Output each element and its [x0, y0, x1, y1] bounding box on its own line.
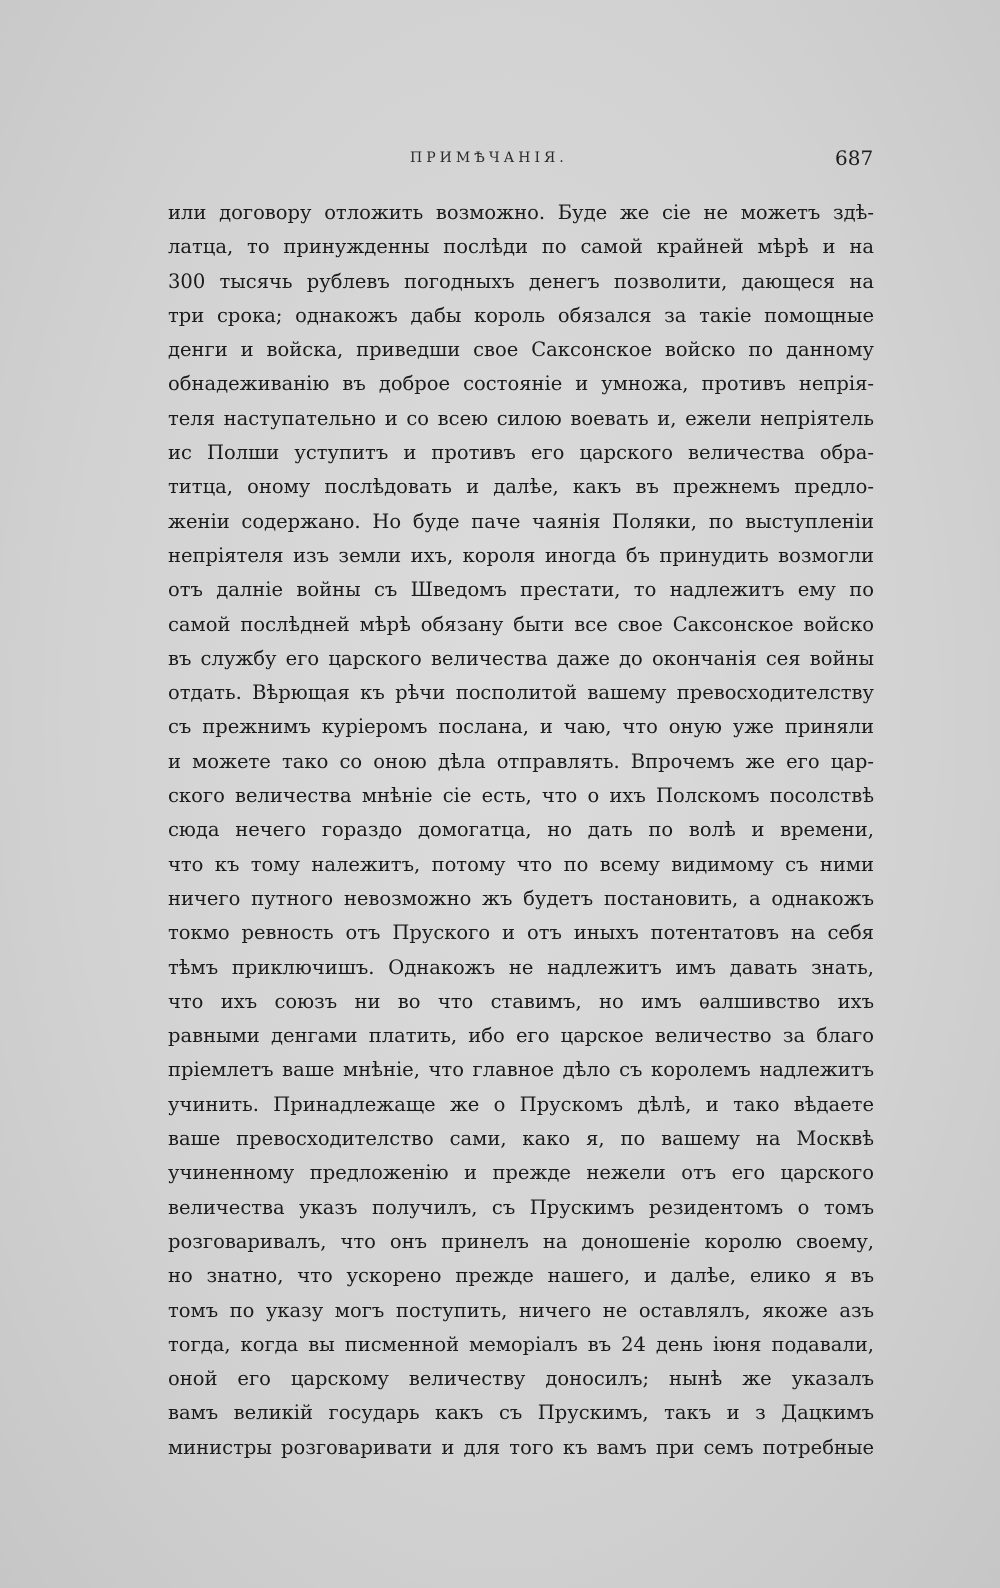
- text-line: самой послѣдней мѣрѣ обязану быти все свое Саксонское войско: [168, 612, 874, 636]
- text-line: латца, то принужденны послѣди по самой крайней мѣрѣ и на: [168, 235, 874, 259]
- text-line: тогда, когда вы писменной меморіалъ въ 24 день іюня подавали,: [168, 1332, 874, 1356]
- text-line: непріятеля изъ земли ихъ, короля иногда бъ принудить возмогли: [168, 543, 874, 567]
- text-line: съ прежнимъ куріеромъ послана, и чаю, что оную уже приняли: [168, 715, 874, 739]
- text-line: что къ тому належитъ, потому что по всему видимому съ ними: [168, 852, 874, 876]
- text-line: розговаривалъ, что онъ принелъ на доношеніе королю своему,: [168, 1229, 874, 1253]
- text-line: пріемлетъ ваше мнѣніе, что главное дѣло съ королемъ надлежитъ: [168, 1058, 874, 1082]
- text-line: сюда нечего гораздо домогатца, но дать по волѣ и времени,: [168, 818, 874, 842]
- text-line: министры розговаривати и для того къ вамъ при семъ потребные: [168, 1435, 874, 1459]
- text-line: вамъ великій государь какъ съ Прускимъ, такъ и з Дацкимъ: [168, 1401, 874, 1425]
- text-line: ис Полши уступитъ и противъ его царского величества обра-: [168, 441, 874, 465]
- text-line: или договору отложить возможно. Буде же сіе не можетъ здѣ-: [168, 201, 874, 224]
- text-line: теля наступательно и со всею силою воевать и, ежели непріятель: [168, 406, 874, 430]
- text-line: учинить. Принадлежаще же о Прускомъ дѣлѣ, и тако вѣдаете: [168, 1092, 874, 1116]
- text-line: въ службу его царского величества даже до окончанія сея войны: [168, 646, 874, 670]
- text-line: титца, оному послѣдовать и далѣе, какъ въ прежнемъ предло-: [168, 475, 874, 499]
- text-line: женіи содержано. Но буде паче чаянія Поляки, по выступленіи: [168, 509, 874, 533]
- text-line: величества указъ получилъ, съ Прускимъ резидентомъ о томъ: [168, 1195, 874, 1219]
- text-line: оной его царскому величеству доносилъ; нынѣ же указалъ: [168, 1367, 874, 1391]
- text-line: ничего путного невозможно жъ будетъ постановить, а однакожъ: [168, 886, 874, 910]
- text-line: обнадеживанію въ доброе состояніе и умножа, противъ непрія-: [168, 372, 874, 396]
- text-line: ваше превосходителство сами, како я, по вашему на Москвѣ: [168, 1127, 874, 1151]
- text-line: ского величества мнѣніе сіе есть, что о ихъ Полскомъ посолствѣ: [168, 784, 874, 808]
- text-line: отъ далніе войны съ Шведомъ престати, то надлежитъ ему по: [168, 578, 874, 602]
- text-line: томъ по указу могъ поступить, ничего не оставлялъ, якоже азъ: [168, 1298, 874, 1322]
- text-line: отдать. Вѣрющая къ рѣчи посполитой вашему превосходителству: [168, 681, 874, 705]
- text-line: денги и войска, приведши свое Саксонское войско по данному: [168, 338, 874, 362]
- text-line: 300 тысячь рублевъ погодныхъ денегъ позволити, дающеся на: [168, 269, 874, 293]
- running-head: [0, 146, 1000, 176]
- running-title: ПРИМѢЧАНІЯ.: [410, 150, 568, 166]
- text-line: тѣмъ приключишъ. Однакожъ не надлежитъ имъ давать знать,: [168, 955, 874, 979]
- body-text: [168, 196, 874, 1465]
- text-line: учиненному предложенію и прежде нежели отъ его царского: [168, 1161, 874, 1185]
- text-line: токмо ревность отъ Пруского и отъ иныхъ потентатовъ на себя: [168, 921, 874, 945]
- text-line: но знатно, что ускорено прежде нашего, и далѣе, елико я въ: [168, 1264, 874, 1288]
- text-line: что ихъ союзъ ни во что ставимъ, но имъ ѳалшивство ихъ: [168, 989, 874, 1013]
- text-line: равными денгами платить, ибо его царское величество за благо: [168, 1024, 874, 1048]
- text-line: три срока; однакожъ дабы король обязался за такіе помощные: [168, 303, 874, 327]
- text-line: и можете тако со оною дѣла отправлять. Впрочемъ же его цар-: [168, 749, 874, 773]
- page-number: 687: [835, 146, 874, 170]
